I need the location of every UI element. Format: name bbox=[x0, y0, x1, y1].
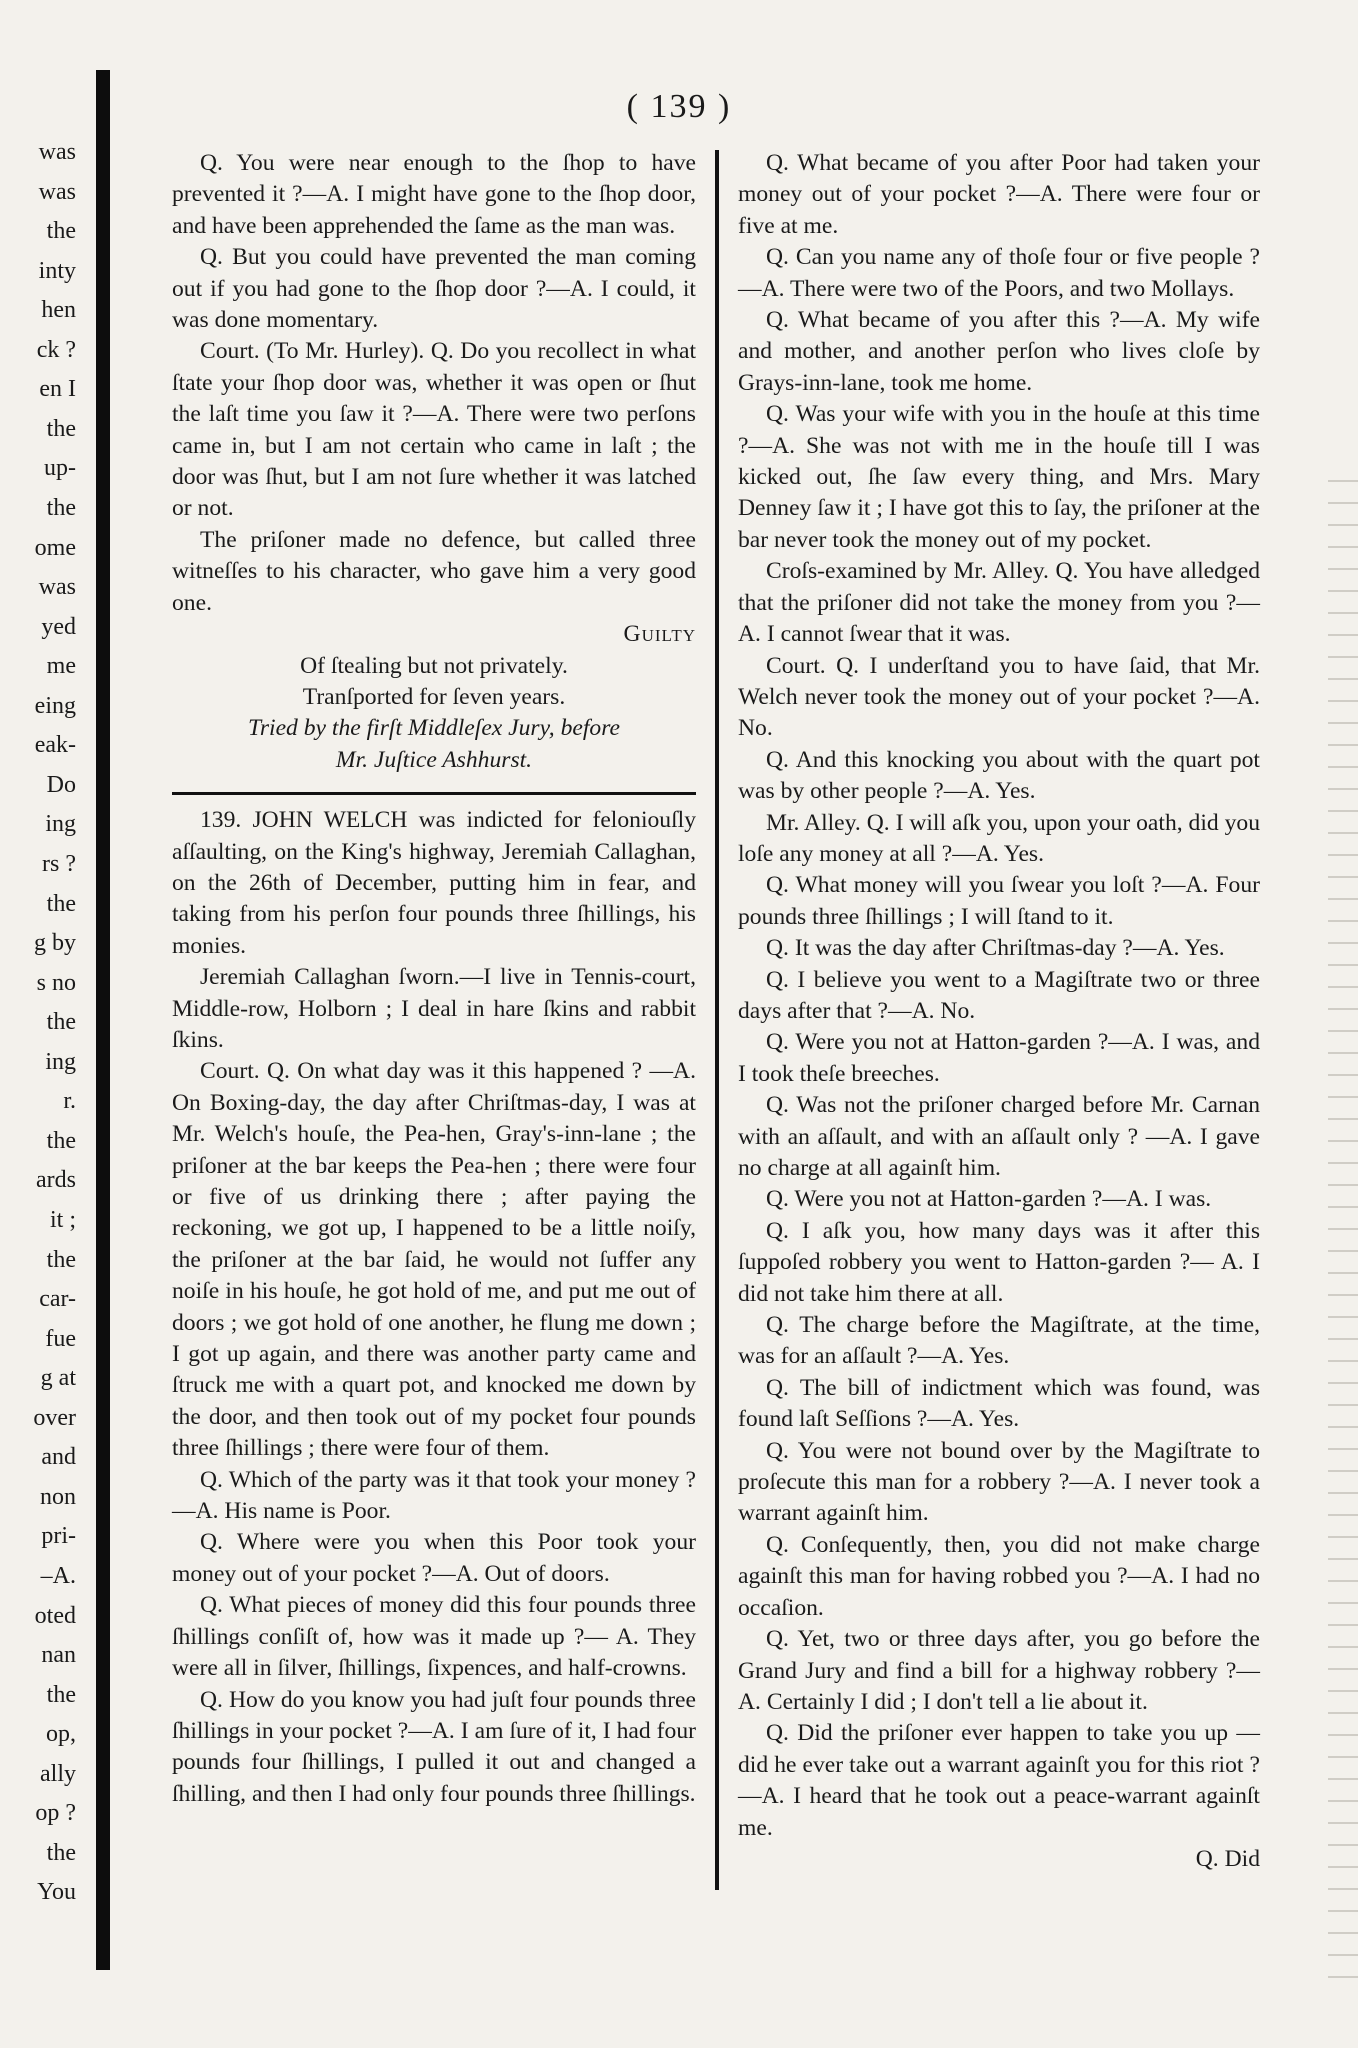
margin-fragment: ing bbox=[45, 811, 76, 837]
paragraph: Croſs-examined by Mr. Alley. Q. You have alledged that the priſoner did not take the money from you ?—A. I cannot ſwear that it was. bbox=[738, 558, 1260, 648]
margin-fragment: car- bbox=[39, 1286, 76, 1312]
margin-fragment: the bbox=[46, 1128, 76, 1154]
margin-fragment: op, bbox=[46, 1721, 76, 1747]
paragraph: Q. How do you know you had juſt four pounds three ſhillings in your pocket ?—A. I am ſure of it, I had four pounds four ſhillings, I pulled it out and changed a ſhilling, and then I had only four pounds three ſhillings. bbox=[172, 1686, 696, 1807]
margin-fragment: op ? bbox=[35, 1800, 76, 1826]
margin-fragment: nan bbox=[41, 1642, 76, 1668]
margin-fragment: the bbox=[46, 495, 76, 521]
paragraph: Q. The bill of indictment which was found, was found laſt Seſſions ?—A. Yes. bbox=[738, 1374, 1260, 1433]
margin-fragment: You bbox=[37, 1879, 76, 1905]
paragraph: Court. (To Mr. Hurley). Q. Do you recollect in what ſtate your ſhop door was, whether it was open or ſhut the laſt time you ſaw it ?—A. There were two perſons came in, but I am not certain who came in laſt ; the door was ſhut, but I am not ſure whether it was latched or not. bbox=[172, 338, 696, 522]
paragraph: Q. Yet, two or three days after, you go before the Grand Jury and find a bill for a highway robbery ?—A. Certainly I did ; I don't tell a lie about it. bbox=[738, 1626, 1260, 1715]
jury-line: Tried by the firſt Middleſex Jury, before bbox=[248, 715, 620, 742]
margin-fragment: eing bbox=[34, 693, 76, 719]
paragraph: The priſoner made no defence, but called three witneſſes to his character, who gave him a very good one. bbox=[172, 526, 696, 616]
paragraph: Jeremiah Callaghan ſworn.—I live in Tennis-court, Middle-row, Holborn ; I deal in hare ſkins and rabbit ſkins. bbox=[172, 964, 696, 1053]
margin-fragment: Do bbox=[46, 772, 76, 798]
paragraph: Q. Can you name any of thoſe four or five people ?—A. There were two of the Poors, and two Mollays. bbox=[738, 244, 1260, 302]
catchword: Q. Did bbox=[1195, 1845, 1260, 1872]
margin-fragment: was bbox=[38, 179, 76, 205]
margin-fragment: and bbox=[41, 1444, 76, 1470]
paragraph: Q. I believe you went to a Magiſtrate two or three days after that ?—A. No. bbox=[738, 966, 1260, 1024]
binding-shadow bbox=[96, 70, 110, 1970]
paragraph: Q. And this knocking you about with the quart pot was by other people ?—A. Yes. bbox=[738, 746, 1260, 805]
margin-fragment: the bbox=[46, 1682, 76, 1708]
left-column bbox=[172, 148, 696, 1810]
margin-fragment: the bbox=[46, 1840, 76, 1866]
margin-fragment: ome bbox=[34, 535, 76, 561]
margin-fragment: over bbox=[33, 1405, 76, 1431]
margin-fragment: it ; bbox=[49, 1207, 76, 1233]
margin-fragment: ck ? bbox=[36, 337, 76, 363]
paragraph: Q. I aſk you, how many days was it after this ſuppoſed robbery you went to Hatton-garden ?— A. I did not take him there at all. bbox=[738, 1217, 1260, 1307]
paragraph: Q. Was not the priſoner charged before Mr. Carnan with an aſſault, and with an aſſault only ? —A. I gave no charge at all againſt him. bbox=[738, 1092, 1260, 1181]
paragraph: Q. Were you not at Hatton-garden ?—A. I was, and I took theſe breeches. bbox=[738, 1029, 1260, 1087]
margin-fragment: ally bbox=[40, 1761, 76, 1787]
margin-fragment: oted bbox=[34, 1603, 76, 1629]
case-heading-paragraph: 139. JOHN WELCH was indicted for feloniouſly aſſaulting, on the King's highway, Jeremiah Callaghan, on the 26th of December, putting him in fear, and taking from his perſon four pounds three ſhillings, his monies. bbox=[172, 807, 696, 959]
paragraph: Q. You were near enough to the ſhop to have prevented it ?—A. I might have gone to the ſhop door, and have been apprehended the ſame as the man was. bbox=[172, 150, 696, 239]
paragraph: Q. But you could have prevented the man coming out if you had gone to the ſhop door ?—A. I could, it was done momentary. bbox=[172, 244, 696, 334]
paragraph: Q. What became of you after Poor had taken your money out of your pocket ?—A. There were four or five at me. bbox=[738, 150, 1260, 239]
margin-fragment: the bbox=[46, 891, 76, 917]
paragraph: Q. Were you not at Hatton-garden ?—A. I was. bbox=[766, 1186, 1212, 1213]
right-column bbox=[738, 148, 1260, 1875]
margin-fragment: hen bbox=[41, 297, 76, 323]
margin-fragment: s no bbox=[36, 970, 76, 996]
margin-fragment: the bbox=[46, 416, 76, 442]
paragraph: Q. Was your wife with you in the houſe at this time ?—A. She was not with me in the houſe till I was kicked out, ſhe ſaw every thing, and Mrs. Mary Denney ſaw it ; I have got this to ſay, the priſoner at the bar never took the money out of my pocket. bbox=[738, 401, 1260, 553]
sentence-line: Tranſported for ſeven years. bbox=[302, 683, 566, 710]
margin-fragment: the bbox=[46, 218, 76, 244]
margin-fragment: eak- bbox=[34, 732, 76, 758]
margin-fragment: –A. bbox=[40, 1563, 76, 1589]
paragraph: Court. Q. I underſtand you to have ſaid, that Mr. Welch never took the money out of your pocket ?—A. No. bbox=[738, 652, 1260, 742]
paragraph: Q. Conſequently, then, you did not make charge againſt this man for having robbed you ?—A. I had no occaſion. bbox=[738, 1531, 1260, 1621]
section-divider bbox=[172, 792, 696, 795]
page-edge bbox=[1328, 480, 1358, 1980]
paragraph: Q. Where were you when this Poor took your money out of your pocket ?—A. Out of doors. bbox=[172, 1529, 696, 1587]
paragraph: Q. You were not bound over by the Magiſtrate to proſecute this man for a robbery ?—A. I never took a warrant againſt him. bbox=[738, 1437, 1260, 1527]
paragraph: Q. Which of the party was it that took your money ?—A. His name is Poor. bbox=[172, 1466, 696, 1525]
paragraph: Q. What pieces of money did this four pounds three ſhillings conſiſt of, how was it made up ?— A. They were all in ſilver, ſhillings, ſixpences, and half-crowns. bbox=[172, 1592, 696, 1682]
margin-fragment: non bbox=[40, 1484, 76, 1510]
margin-fragment: inty bbox=[38, 258, 76, 284]
margin-fragment: en I bbox=[39, 376, 76, 402]
margin-fragment: fue bbox=[45, 1326, 76, 1352]
margin-fragment: me bbox=[46, 653, 76, 679]
margin-fragment: was bbox=[38, 139, 76, 165]
margin-fragment: ing bbox=[45, 1049, 76, 1075]
verdict bbox=[172, 619, 696, 650]
paragraph: Q. Did the priſoner ever happen to take you up —did he ever take out a warrant againſt you for this riot ?—A. I heard that he took out a peace-warrant againſt me. bbox=[738, 1720, 1260, 1841]
margin-fragment: ards bbox=[36, 1167, 76, 1193]
margin-fragment: rs ? bbox=[42, 851, 76, 877]
paragraph: Court. Q. On what day was it this happened ? —A. On Boxing-day, the day after Chriſtmas-day, I was at Mr. Welch's houſe, the Pea-hen, Gray's-inn-lane ; the priſoner at the bar keeps the Pea-hen ; there were four or five of us drinking there ; after paying the reckoning, we got up, I happened to be a little noiſy, the priſoner at the bar ſaid, he would not ſuffer any noiſe in his houſe, he got hold of me, and put me out of doors ; we got hold of one another, he flung me down ; I got up again, and there was another party came and ſtruck me with a quart pot, and knocked me down by the door, and then took out of my pocket four pounds three ſhillings ; there were four of them. bbox=[172, 1058, 696, 1462]
paragraph: Mr. Alley. Q. I will aſk you, upon your oath, did you loſe any money at all ?—A. Yes. bbox=[738, 809, 1260, 867]
margin-fragment: the bbox=[46, 1009, 76, 1035]
paragraph: Q. The charge before the Magiſtrate, at the time, was for an aſſault ?—A. Yes. bbox=[738, 1312, 1260, 1370]
margin-fragment: pri- bbox=[41, 1523, 76, 1549]
previous-page-margin bbox=[0, 140, 80, 1940]
verdict-label: Guilty bbox=[623, 621, 696, 648]
paragraph: Q. What money will you ſwear you loſt ?—A. Four pounds three ſhillings ; I will ſtand to it. bbox=[738, 872, 1260, 930]
margin-fragment: was bbox=[38, 574, 76, 600]
paragraph: Q. What became of you after this ?—A. My wife and mother, and another perſon who lives cloſe by Grays-inn-lane, took me home. bbox=[738, 307, 1260, 396]
sentence-line: Of ſtealing but not privately. bbox=[300, 652, 568, 679]
margin-fragment: yed bbox=[41, 614, 76, 640]
judge-line: Mr. Juſtice Ashhurst. bbox=[335, 746, 533, 773]
paragraph: Q. It was the day after Chriſtmas-day ?—A. Yes. bbox=[766, 935, 1225, 962]
margin-fragment: g at bbox=[40, 1365, 76, 1391]
margin-fragment: up- bbox=[44, 455, 76, 481]
page-number: ( 139 ) bbox=[626, 88, 732, 125]
column-divider bbox=[715, 150, 719, 1890]
margin-fragment: g by bbox=[34, 930, 76, 956]
margin-fragment: r. bbox=[63, 1088, 76, 1114]
margin-fragment: the bbox=[46, 1247, 76, 1273]
